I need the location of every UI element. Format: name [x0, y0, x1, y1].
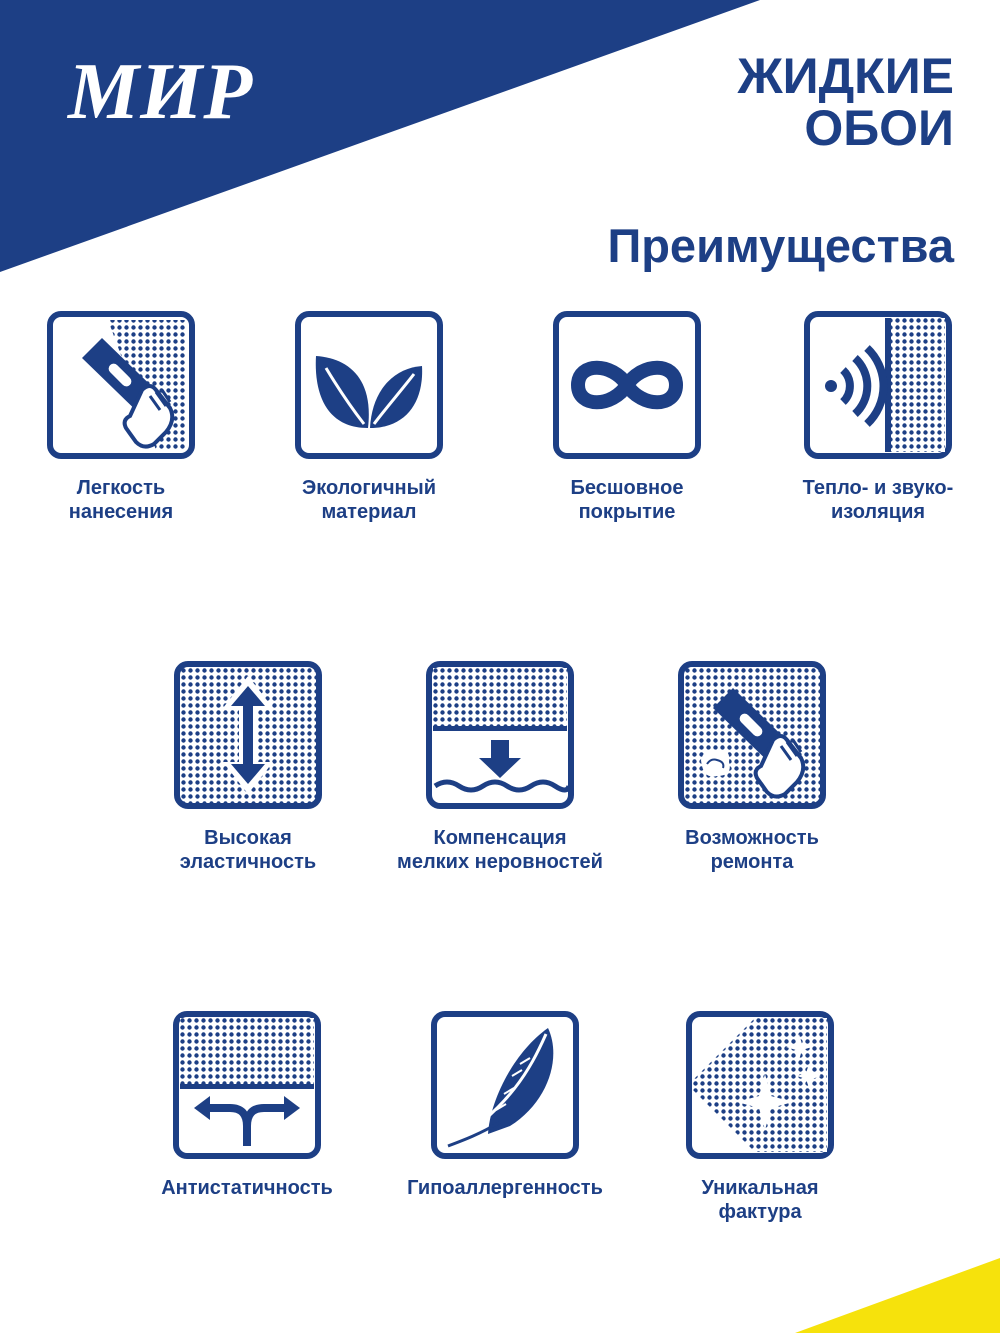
feature-label: Тепло- и звуко- изоляция	[802, 477, 954, 523]
infinity-icon	[552, 310, 702, 460]
feather-icon	[430, 1010, 580, 1160]
yellow-corner-accent	[795, 1258, 1000, 1333]
feature-antistatic	[117, 1010, 377, 1200]
feature-label: Антистатичность	[161, 1177, 333, 1199]
feature-easy-application	[0, 310, 251, 524]
feature-eco-material	[239, 310, 499, 524]
product-title-line2: ОБОИ	[804, 100, 954, 156]
spatula-hand-icon	[46, 310, 196, 460]
feature-thermal-sound-insulation	[748, 310, 1000, 524]
sound-waves-icon	[803, 310, 953, 460]
feature-high-elasticity	[118, 660, 378, 874]
feature-unique-texture	[630, 1010, 890, 1224]
sparkles-icon	[685, 1010, 835, 1160]
leaf-icon	[294, 310, 444, 460]
feature-label: Уникальная фактура	[701, 1177, 819, 1223]
product-title-line1: ЖИДКИЕ	[737, 48, 954, 104]
section-title: Преимущества	[607, 219, 954, 272]
product-title	[737, 50, 954, 154]
feature-label: Компенсация мелких неровностей	[397, 827, 603, 873]
repair-spatula-icon	[677, 660, 827, 810]
brand-logo: МИР	[68, 48, 254, 136]
feature-label: Гипоаллергенность	[407, 1177, 603, 1199]
feature-unevenness-compensation	[370, 660, 630, 874]
feature-label: Возможность ремонта	[685, 827, 819, 873]
vertical-arrows-icon	[173, 660, 323, 810]
feature-label: Легкость нанесения	[68, 477, 174, 523]
feature-seamless-coating	[497, 310, 757, 524]
feature-label: Бесшовное покрытие	[570, 477, 684, 523]
feature-repair-possibility	[622, 660, 882, 874]
feature-label: Экологичный материал	[301, 477, 437, 523]
down-arrow-surface-icon	[425, 660, 575, 810]
split-arrows-icon	[172, 1010, 322, 1160]
feature-hypoallergenic	[375, 1010, 635, 1200]
feature-label: Высокая эластичность	[179, 827, 317, 873]
